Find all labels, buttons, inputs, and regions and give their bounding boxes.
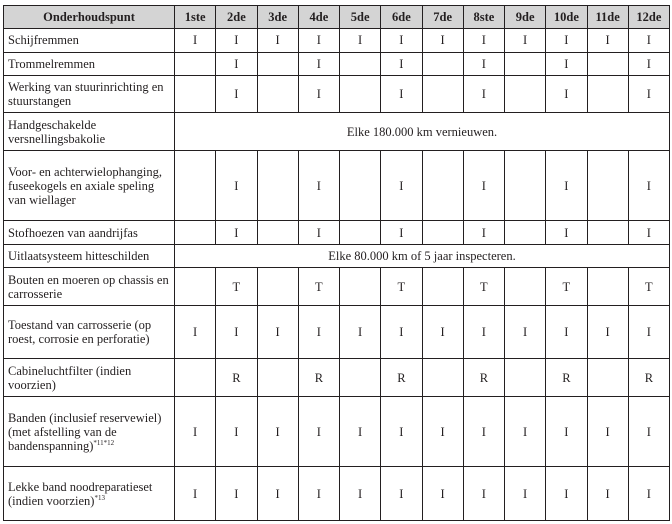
service-mark: I: [257, 467, 298, 521]
service-mark: [587, 221, 628, 245]
service-mark: I: [587, 29, 628, 53]
service-mark: T: [628, 268, 669, 305]
table-row: [4, 359, 670, 396]
header-interval: 2de: [216, 6, 257, 29]
service-mark: T: [546, 268, 587, 305]
service-mark: [340, 221, 381, 245]
item-cell: [4, 244, 175, 268]
service-mark: I: [463, 52, 504, 76]
item-cell: [4, 221, 175, 245]
service-mark: [257, 359, 298, 396]
interval-note: Elke 180.000 km vernieuwen.: [175, 113, 670, 150]
header-interval: 11de: [587, 6, 628, 29]
interval-note: Elke 80.000 km of 5 jaar inspecteren.: [175, 244, 670, 268]
service-mark: I: [340, 467, 381, 521]
header-interval: 8ste: [463, 6, 504, 29]
service-mark: I: [463, 305, 504, 358]
service-mark: [505, 150, 546, 221]
item-cell: [4, 29, 175, 53]
item-cell: [4, 359, 175, 396]
service-mark: I: [298, 29, 339, 53]
service-mark: [587, 150, 628, 221]
item-label: Stofhoezen van aandrijfas: [8, 225, 138, 240]
service-mark: I: [298, 150, 339, 221]
service-mark: I: [381, 52, 422, 76]
service-mark: I: [340, 29, 381, 53]
service-mark: I: [216, 52, 257, 76]
table-row: [4, 29, 670, 53]
service-mark: [505, 359, 546, 396]
service-mark: I: [422, 29, 463, 53]
service-mark: [505, 221, 546, 245]
service-mark: [175, 359, 216, 396]
service-mark: I: [628, 52, 669, 76]
service-mark: I: [298, 396, 339, 467]
service-mark: I: [216, 29, 257, 53]
service-mark: I: [463, 467, 504, 521]
service-mark: I: [505, 305, 546, 358]
header-interval: 3de: [257, 6, 298, 29]
service-mark: I: [381, 76, 422, 113]
service-mark: I: [463, 76, 504, 113]
item-cell: [4, 52, 175, 76]
table-row: [4, 113, 670, 150]
service-mark: [340, 52, 381, 76]
item-label: Trommelremmen: [8, 56, 96, 71]
item-cell: [4, 396, 175, 467]
service-mark: T: [381, 268, 422, 305]
header-interval: 9de: [505, 6, 546, 29]
table-row: [4, 221, 670, 245]
table-row: [4, 268, 670, 305]
service-mark: I: [298, 305, 339, 358]
service-mark: I: [628, 29, 669, 53]
item-cell: [4, 113, 175, 150]
service-mark: I: [381, 467, 422, 521]
service-mark: [175, 52, 216, 76]
service-mark: I: [628, 221, 669, 245]
service-mark: [422, 76, 463, 113]
service-mark: I: [175, 467, 216, 521]
item-label: Lekke band noodreparatieset (indien voorzien): [8, 479, 153, 508]
service-mark: R: [463, 359, 504, 396]
service-mark: I: [381, 150, 422, 221]
service-mark: [422, 359, 463, 396]
service-mark: I: [628, 305, 669, 358]
header-interval: 6de: [381, 6, 422, 29]
service-mark: I: [257, 305, 298, 358]
service-mark: I: [175, 396, 216, 467]
service-mark: I: [298, 467, 339, 521]
table-row: [4, 305, 670, 358]
service-mark: [587, 359, 628, 396]
table-row: [4, 396, 670, 467]
service-mark: I: [381, 221, 422, 245]
service-mark: [340, 359, 381, 396]
header-interval: 1ste: [175, 6, 216, 29]
service-mark: I: [216, 221, 257, 245]
service-mark: I: [422, 467, 463, 521]
header-interval: 10de: [546, 6, 587, 29]
service-mark: R: [216, 359, 257, 396]
service-mark: I: [546, 221, 587, 245]
service-mark: T: [298, 268, 339, 305]
service-mark: [175, 268, 216, 305]
item-cell: [4, 467, 175, 521]
item-cell: [4, 76, 175, 113]
item-cell: [4, 305, 175, 358]
service-mark: [587, 268, 628, 305]
service-mark: [422, 221, 463, 245]
table-row: [4, 244, 670, 268]
item-label: Cabineluchtfilter (indien voorzien): [8, 363, 132, 392]
service-mark: I: [628, 76, 669, 113]
service-mark: I: [175, 29, 216, 53]
service-mark: I: [463, 396, 504, 467]
header-interval: 5de: [340, 6, 381, 29]
item-label: Uitlaatsysteem hitteschilden: [8, 249, 150, 264]
service-mark: [505, 52, 546, 76]
service-mark: [340, 76, 381, 113]
service-mark: I: [257, 396, 298, 467]
service-mark: T: [216, 268, 257, 305]
table-row: [4, 467, 670, 521]
service-mark: R: [381, 359, 422, 396]
table-row: [4, 150, 670, 221]
service-mark: [422, 150, 463, 221]
header-item: Onderhoudspunt: [4, 6, 175, 29]
service-mark: I: [546, 467, 587, 521]
service-mark: [175, 150, 216, 221]
item-label: Schijfremmen: [8, 33, 79, 48]
service-mark: I: [546, 29, 587, 53]
service-mark: I: [381, 396, 422, 467]
service-mark: I: [422, 396, 463, 467]
service-mark: I: [628, 396, 669, 467]
service-mark: I: [298, 221, 339, 245]
service-mark: [422, 268, 463, 305]
service-mark: [505, 268, 546, 305]
service-mark: I: [546, 305, 587, 358]
footnote-ref: *11*12: [93, 438, 115, 447]
service-mark: [257, 221, 298, 245]
header-interval: 4de: [298, 6, 339, 29]
service-mark: [587, 52, 628, 76]
item-cell: [4, 150, 175, 221]
service-mark: I: [381, 29, 422, 53]
table-row: [4, 76, 670, 113]
service-mark: I: [422, 305, 463, 358]
header-row: [4, 6, 670, 29]
service-mark: I: [546, 52, 587, 76]
service-mark: I: [587, 467, 628, 521]
item-label: Handgeschakelde versnellingsbakolie: [8, 117, 106, 146]
item-label: Bouten en moeren op chassis en carrosserie: [8, 272, 169, 301]
service-mark: I: [340, 305, 381, 358]
service-mark: I: [546, 76, 587, 113]
service-mark: I: [546, 150, 587, 221]
service-mark: [175, 221, 216, 245]
item-cell: [4, 268, 175, 305]
header-interval: 7de: [422, 6, 463, 29]
service-mark: I: [216, 396, 257, 467]
service-mark: I: [505, 29, 546, 53]
service-mark: I: [216, 467, 257, 521]
service-mark: I: [463, 29, 504, 53]
item-label: Banden (inclusief reservewiel) (met afstelling van de bandenspanning): [8, 410, 162, 453]
service-mark: I: [298, 76, 339, 113]
service-mark: [175, 76, 216, 113]
service-mark: I: [216, 150, 257, 221]
header-interval: 12de: [628, 6, 669, 29]
service-mark: R: [546, 359, 587, 396]
service-mark: I: [463, 221, 504, 245]
service-mark: I: [505, 396, 546, 467]
service-mark: [257, 52, 298, 76]
service-mark: I: [587, 305, 628, 358]
service-mark: [257, 76, 298, 113]
service-mark: [340, 268, 381, 305]
service-mark: [257, 150, 298, 221]
service-mark: [587, 76, 628, 113]
service-mark: [340, 150, 381, 221]
service-mark: I: [298, 52, 339, 76]
service-mark: I: [340, 396, 381, 467]
table-row: [4, 52, 670, 76]
service-mark: [505, 76, 546, 113]
service-mark: I: [216, 76, 257, 113]
maintenance-schedule-table: [3, 5, 670, 521]
service-mark: I: [505, 467, 546, 521]
service-mark: [257, 268, 298, 305]
footnote-ref: *13: [94, 493, 105, 502]
service-mark: I: [216, 305, 257, 358]
table-body: [4, 29, 670, 521]
service-mark: I: [587, 396, 628, 467]
item-label: Werking van stuurinrichting en stuurstangen: [8, 80, 164, 109]
service-mark: I: [463, 150, 504, 221]
service-mark: I: [381, 305, 422, 358]
service-mark: R: [298, 359, 339, 396]
service-mark: I: [257, 29, 298, 53]
service-mark: [422, 52, 463, 76]
service-mark: I: [628, 150, 669, 221]
service-mark: T: [463, 268, 504, 305]
service-mark: I: [546, 396, 587, 467]
item-label: Voor- en achterwielophanging, fuseekogels en axiale speling van wiellager: [8, 164, 162, 207]
service-mark: I: [175, 305, 216, 358]
service-mark: R: [628, 359, 669, 396]
service-mark: I: [628, 467, 669, 521]
item-label: Toestand van carrosserie (op roest, corrosie en perforatie): [8, 318, 152, 347]
